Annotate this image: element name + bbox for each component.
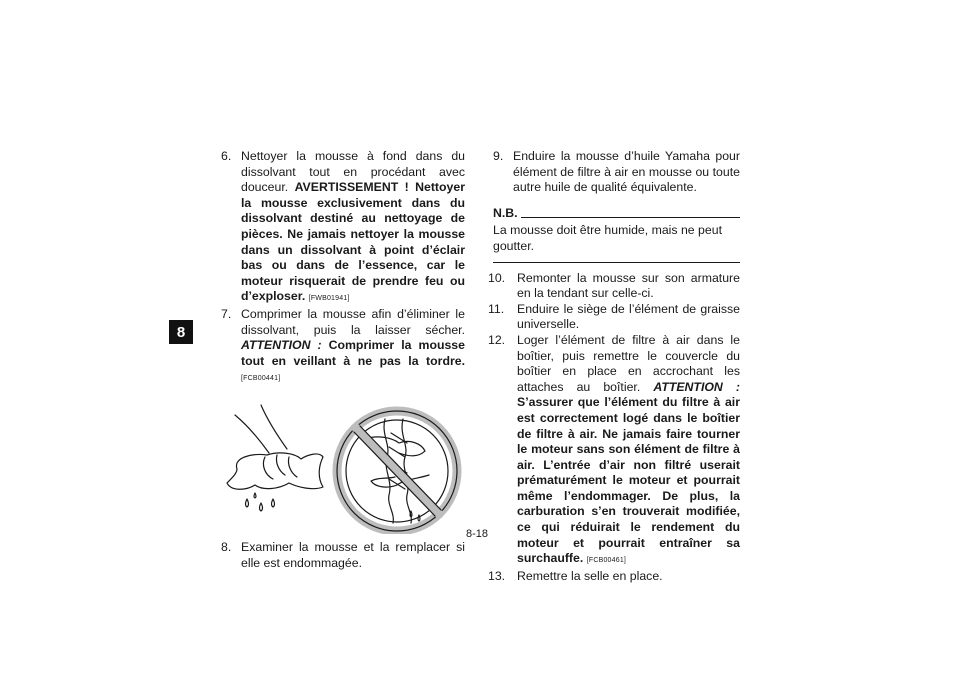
step-text: Examiner la mousse et la remplacer si elle est endommagée. xyxy=(241,539,465,570)
step-text: Remettre la selle en place. xyxy=(517,568,663,583)
step-text: Nettoyer la mousse à fond dans du dissolvant tout en procédant avec douceur. xyxy=(241,149,465,195)
step-text: Enduire la mousse d’huile Yamaha pour élément de filtre à air en mousse ou toute autre huile de qualité équivalente. xyxy=(513,149,740,195)
step-13 xyxy=(488,568,740,585)
reference-code: [FCB00461] xyxy=(586,557,627,565)
reference-code: [FCB00441] xyxy=(241,375,281,383)
attention-text: S’assurer que l’élément du filtre à air est correctement logé dans le boîtier de filtre à air. Ne jamais faire tourner le moteur sans son élément de filtre à air. L’entrée d’air non filtré userait prématurément le moteur et pourrait même l’endommager. De plus, la carburation s’en trouverait modifiée, ce qui réduirait le rendement du moteur et pourrait entraîner sa surchauffe. xyxy=(517,395,740,566)
attention-label: ATTENTION : xyxy=(241,338,322,353)
note-heading xyxy=(493,206,740,222)
right-column xyxy=(488,149,740,584)
squeeze-foam-figure xyxy=(215,399,465,534)
step-text: Enduire le siège de l’élément de graisse universelle. xyxy=(517,301,740,332)
step-12 xyxy=(488,332,740,569)
warning-text: AVERTISSEMENT ! Nettoyer la mousse exclusivement dans du dissolvant destiné au nettoyage de pièces. Ne jamais nettoyer la mousse dans un dissolvant à point d’éclair bas ou dans de l’essence, car le moteur risquerait de prendre feu ou d’exploser. xyxy=(241,180,465,304)
step-number: 9. xyxy=(493,149,504,163)
note-text: La mousse doit être humide, mais ne peut goutter. xyxy=(493,223,740,262)
attention-text: Comprimer la mousse tout en veillant à ne pas la tordre. xyxy=(241,338,465,368)
step-number: 13. xyxy=(488,568,506,583)
step-number: 12. xyxy=(488,332,506,347)
step-number: 8. xyxy=(221,539,232,554)
step-7 xyxy=(221,307,465,387)
reference-code: [FWB01941] xyxy=(308,295,350,303)
step-9 xyxy=(493,149,740,196)
note-label: N.B. xyxy=(493,205,518,220)
step-number: 7. xyxy=(221,306,232,321)
left-column xyxy=(221,149,465,571)
chapter-tab: 8 xyxy=(169,320,193,344)
step-10 xyxy=(488,270,740,302)
step-8 xyxy=(221,540,465,571)
step-text: Loger l’élément de filtre à air dans le boîtier, puis remettre le couvercle du boîtier en place en accrochant les attaches au boîtier. xyxy=(517,332,740,394)
twist-prohibited-icon xyxy=(337,411,457,531)
squeeze-illustration xyxy=(215,399,465,534)
step-number: 11. xyxy=(488,301,505,316)
step-6 xyxy=(221,149,465,307)
step-text: Comprimer la mousse afin d’éliminer le dissolvant, puis la laisser sécher. xyxy=(241,306,465,337)
attention-label: ATTENTION : xyxy=(653,379,740,394)
step-number: 6. xyxy=(221,149,232,163)
step-11 xyxy=(488,301,740,333)
step-number: 10. xyxy=(488,270,506,285)
squeeze-correct-icon xyxy=(227,405,323,511)
step-text: Remonter la mousse sur son armature en la tendant sur celle-ci. xyxy=(517,270,740,301)
page-number: 8-18 xyxy=(466,528,489,540)
note-rule xyxy=(521,217,740,218)
